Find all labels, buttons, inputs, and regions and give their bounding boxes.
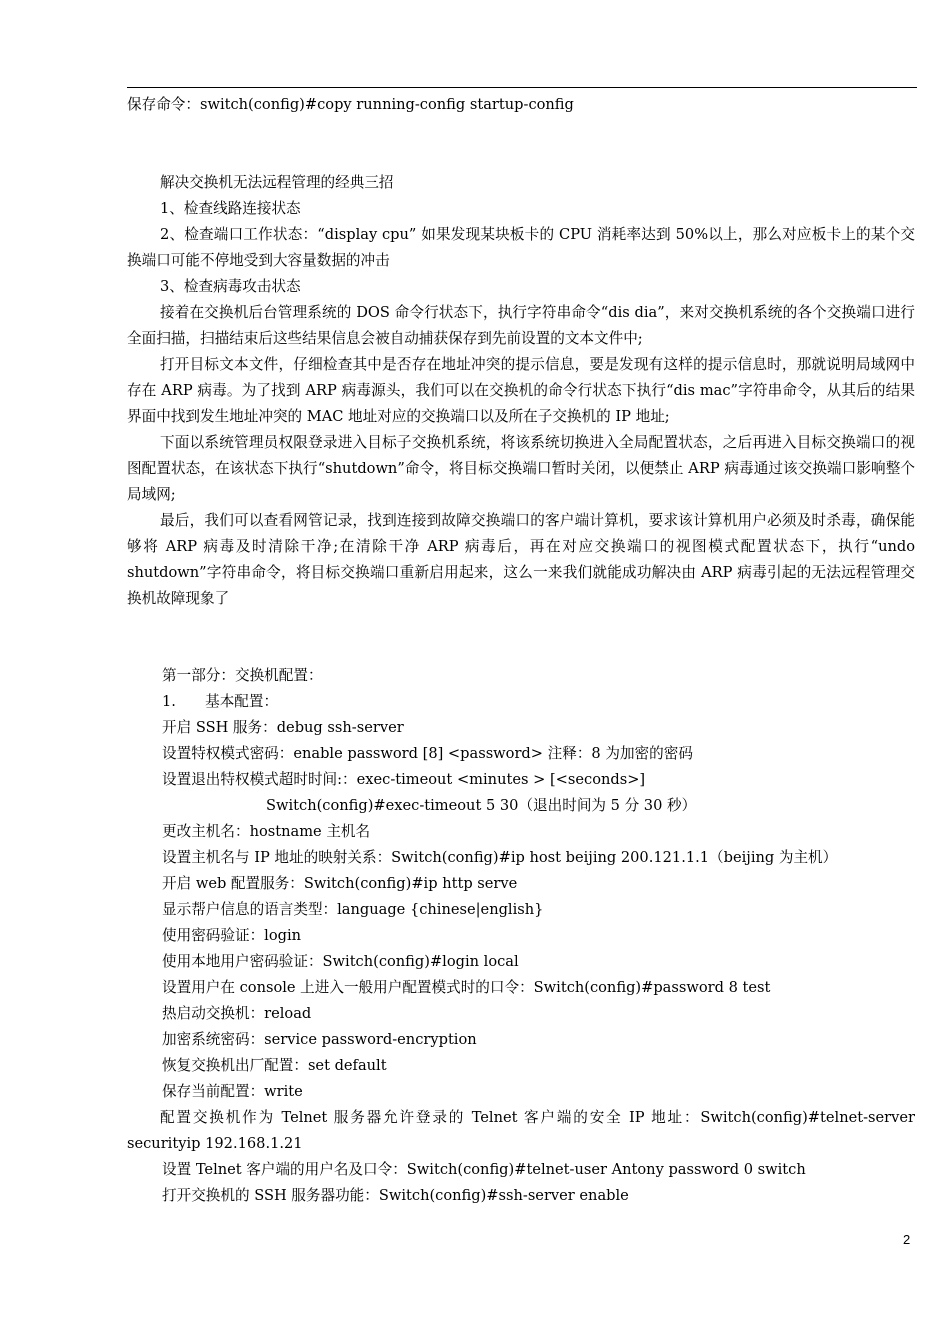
section1-title: 解决交换机无法远程管理的经典三招 — [160, 174, 394, 191]
config-line: 加密系统密码：service password-encryption — [162, 1031, 477, 1048]
config-line: 显示帮户信息的语言类型：language {chinese|english} — [162, 901, 544, 918]
section2-title: 第一部分：交换机配置： — [162, 667, 323, 684]
paragraph-undo-shutdown: 最后，我们可以查看网管记录，找到连接到故障交换端口的客户端计算机，要求该计算机用户必须及时杀毒，确保能够将 ARP 病毒及时清除干净;在清除干净 ARP 病毒后，再在对应交换端口的视图模式配置状态下，执行“undo shutdown”字符串命令，将目标交换端口重新启用起来，这么一来我们就能成功解决由 ARP 病毒引起的无法远程管理交换机故障现象了 — [127, 512, 915, 607]
config-line: 保存当前配置：write — [162, 1083, 303, 1100]
paragraph-arp-source: 打开目标文本文件，仔细检查其中是否存在地址冲突的提示信息，要是发现有这样的提示信息时，那就说明局域网中存在 ARP 病毒。为了找到 ARP 病毒源头，我们可以在交换机的命令行状态下执行“dis mac”字符串命令，从其后的结果界面中找到发生地址冲突的 MAC 地址对应的交换端口以及所在子交换机的 IP 地址; — [127, 356, 915, 425]
config-line: 使用本地用户密码验证：Switch(config)#login local — [162, 953, 519, 970]
config-line: 配置交换机作为 Telnet 服务器允许登录的 Telnet 客户端的安全 IP 地址：Switch(config)#telnet-server securityip 192.168.1.21 — [127, 1109, 915, 1152]
config-line: 使用密码验证：login — [162, 927, 302, 944]
config-line: 开启 web 配置服务：Switch(config)#ip http serve — [162, 875, 518, 892]
config-line: Switch(config)#exec-timeout 5 30（退出时间为 5 分 30 秒） — [266, 797, 697, 814]
document-page — [127, 92, 915, 1209]
spacer — [127, 612, 915, 663]
config-line: 热启动交换机：reload — [162, 1005, 312, 1022]
config-line: 开启 SSH 服务：debug ssh-server — [162, 719, 404, 736]
spacer — [127, 118, 915, 170]
section2-subtitle: 1. 基本配置： — [162, 693, 279, 710]
config-line: 更改主机名：hostname 主机名 — [162, 823, 371, 840]
check-item-2: 2、检查端口工作状态：“display cpu” 如果发现某块板卡的 CPU 消耗率达到 50%以上，那么对应板卡上的某个交换端口可能不停地受到大容量数据的冲击 — [127, 226, 915, 269]
paragraph-shutdown: 下面以系统管理员权限登录进入目标子交换机系统，将该系统切换进入全局配置状态，之后再进入目标交换端口的视图配置状态，在该状态下执行“shutdown”命令，将目标交换端口暂时关闭，以便禁止 ARP 病毒通过该交换端口影响整个局域网; — [127, 434, 915, 503]
config-line: 打开交换机的 SSH 服务器功能：Switch(config)#ssh-server enable — [162, 1187, 629, 1204]
config-line: 设置退出特权模式超时时间:：exec-timeout <minutes > [<seconds>] — [162, 771, 646, 788]
config-line: 设置特权模式密码：enable password [8] <password> 注释：8 为加密的密码 — [162, 745, 693, 762]
config-line: 设置主机名与 IP 地址的映射关系：Switch(config)#ip host beijing 200.121.1.1（beijing 为主机） — [162, 849, 838, 866]
paragraph-dis-dia: 接着在交换机后台管理系统的 DOS 命令行状态下，执行字符串命令“dis dia”，来对交换机系统的各个交换端口进行全面扫描，扫描结束后这些结果信息会被自动捕获保存到先前设置的文本文件中; — [127, 304, 915, 347]
check-item-1: 1、检查线路连接状态 — [160, 200, 301, 217]
save-command-line: 保存命令：switch(config)#copy running-config startup-config — [127, 96, 574, 113]
config-line: 设置 Telnet 客户端的用户名及口令：Switch(config)#telnet-user Antony password 0 switch — [162, 1161, 806, 1178]
page-number: 2 — [903, 1232, 911, 1247]
config-line: 恢复交换机出厂配置：set default — [162, 1057, 387, 1074]
config-line: 设置用户在 console 上进入一般用户配置模式时的口令：Switch(config)#password 8 test — [162, 979, 771, 996]
check-item-3: 3、检查病毒攻击状态 — [160, 278, 301, 295]
header-rule — [127, 87, 917, 88]
